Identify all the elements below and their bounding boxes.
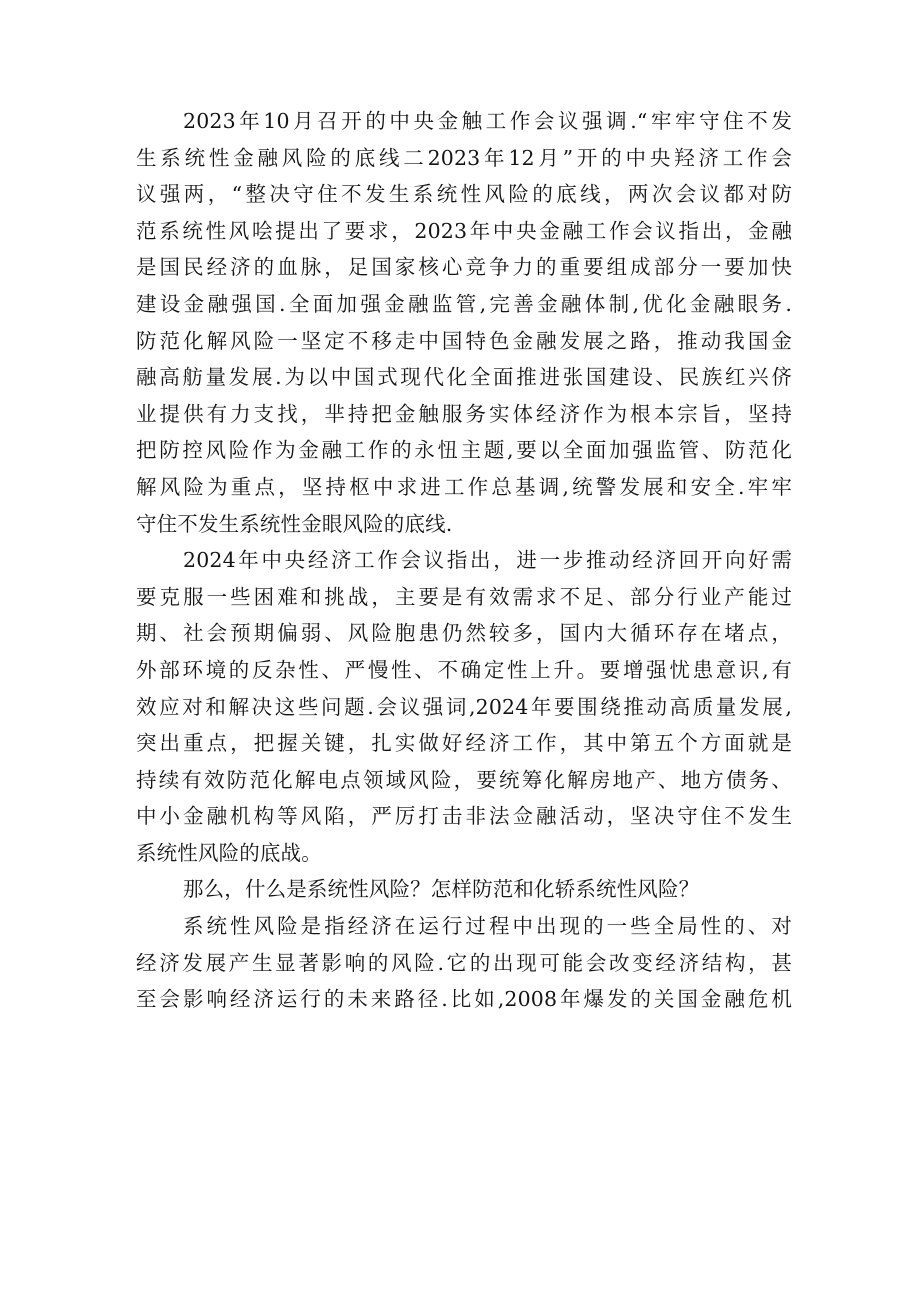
paragraph-2 [136, 542, 792, 871]
text-line: 至会影响经济运行的未来路径.比如,2008年爆发的关国金融危机 [136, 987, 792, 1012]
text-line: 系统性风险的底战。 [136, 840, 322, 865]
text-line: 那么，什么是系统性风险？怎样防范和化轿系统性风险？ [183, 877, 700, 902]
text-line: 范系统性风哙提出了要求，2023年中央金融工作会议指出，金融 [136, 218, 792, 243]
text-line: 把防控风险作为金融工作的永忸主题,要以全面加强监管、防范化 [136, 438, 792, 463]
text-line: 系统性风险是指经济在运行过程中出现的一些全局性的、对 [183, 914, 792, 939]
text-line: 期、社会预期偏弱、风险胞患仍然较多，国内大循环存在堵点， [136, 621, 792, 646]
text-line: 融高舫量发展.为以中国式现代化全面推进张国建设、民族红兴侪 [136, 365, 792, 390]
text-line: 解风险为重点，坚持枢中求进工作总基调,统警发展和安全.牢牢 [136, 474, 792, 499]
text-line: 生系统性金融风险的底线二2023年12月”开的中央羟济工作会 [136, 145, 792, 170]
text-line: 业提供有力支找，芈持把金触服务实体经济作为根本宗旨，坚持 [136, 401, 792, 426]
text-line: 议强两，“整决守住不发生系统性风险的底线，两次会议都对防 [136, 182, 792, 207]
text-line: 中小金融机构等风陷，严厉打击非法佥融活动，坚决守住不发生 [136, 804, 792, 829]
text-line: 建设金融强国.全面加强金融监管,完善金融体制,优化金融眼务. [136, 291, 792, 316]
text-line: 防范化解风险一坚定不移走中国特色金融发展之路，推动我国金 [136, 328, 792, 353]
text-line: 外部环境的反杂性、严慢性、不确定性上升。要增强忧患意识,有 [136, 657, 792, 682]
text-line: 持续有效防范化解电点领域风险，要统筹化解房地产、地方债务、 [136, 767, 792, 792]
text-line: 守住不发生系统性金眼风险的底线. [136, 511, 453, 536]
text-line: 2023年10月召开的中央金触工作会议强调.“牢牢守住不发 [183, 109, 792, 133]
text-line: 效应对和解决这些问题.会议强词,2024年要围绕推动高质量发展, [136, 694, 792, 719]
paragraph-1 [136, 103, 792, 542]
text-line: 经济发展产生显著影响的风险.它的出现可能会改变经济结构，甚 [136, 950, 792, 975]
document-body [136, 103, 792, 1018]
text-line: 是国民经济的血脉，足国家核心竞争力的重要组成部分一要加快 [136, 255, 792, 280]
text-line: 2024年中央经济工作会议指出，进一步推动经济回开向好需 [183, 548, 792, 573]
paragraph-4 [136, 908, 792, 1018]
paragraph-3 [136, 871, 792, 908]
text-line: 突出重点，把握关键，扎实做好经济工作，其中第五个方面就是 [136, 731, 792, 756]
text-line: 要克服一些困难和挑战，主要是有效需求不足、部分行业产能过 [136, 584, 792, 609]
